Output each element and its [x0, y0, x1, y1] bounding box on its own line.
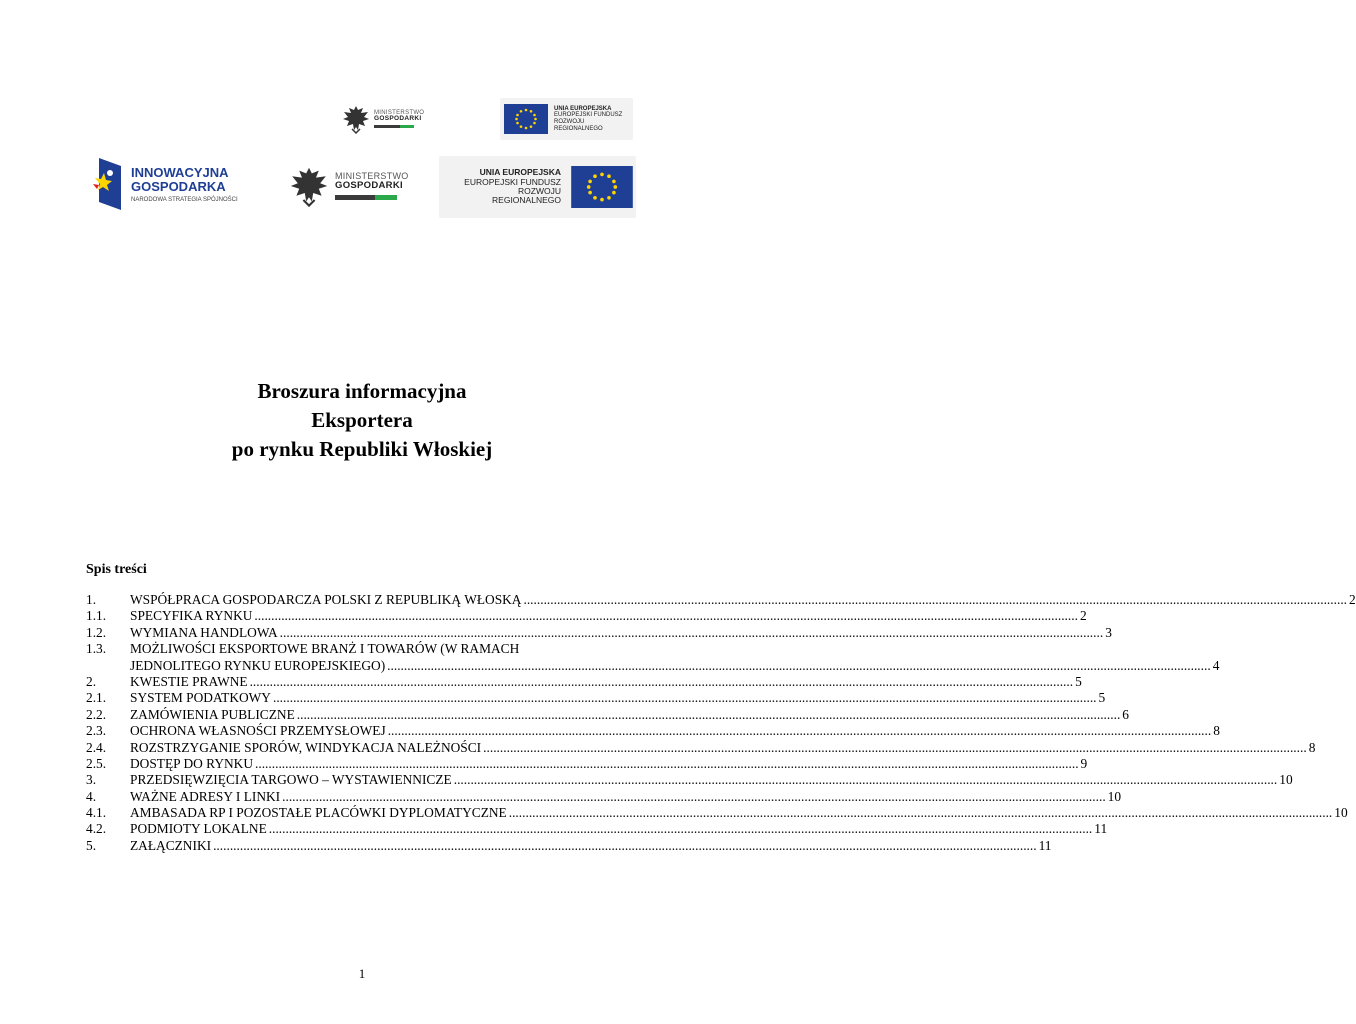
toc-entry-title: WAŻNE ADRESY I LINKI	[130, 788, 281, 804]
toc-entry-number: 4.1.	[86, 805, 107, 821]
toc-entry-number: 2.1.	[86, 690, 107, 706]
title-line-2: Eksportera	[311, 408, 413, 432]
ministry-small-line2: GOSPODARKI	[374, 115, 422, 123]
toc-entry-number: 2.3.	[86, 723, 107, 739]
toc-entry-number: 1.1.	[86, 608, 107, 624]
toc-entry-title: ROZSTRZYGANIE SPORÓW, WINDYKACJA NALEŻNOŚCI	[130, 739, 482, 755]
toc-entry-page: 4	[1212, 657, 1220, 673]
toc-entry-number: 3.	[86, 772, 97, 788]
toc-entry-title: WSPÓŁPRACA GOSPODARCZA POLSKI Z REPUBLIKĄ WŁOSKĄ	[130, 591, 522, 607]
toc-entry[interactable]	[86, 641, 1220, 674]
eagle-emblem-icon	[288, 163, 330, 209]
toc-entry[interactable]	[86, 805, 1348, 821]
page-number: 1	[358, 966, 366, 981]
toc-entry-number: 1.3.	[86, 641, 107, 657]
toc-entry-page: 11	[1094, 821, 1108, 837]
title-line-1: Broszura informacyjna	[257, 379, 467, 403]
eu-small-line2: EUROPEJSKI FUNDUSZ	[554, 112, 623, 119]
eu-logo-large	[439, 156, 636, 218]
eu-small-line3: ROZWOJU REGIONALNEGO	[554, 119, 603, 132]
toc-entry-page: 5	[1075, 673, 1082, 689]
ig-line1: INNOWACYJNA	[131, 164, 229, 180]
toc-entry-title-cont: JEDNOLITEGO RYNKU EUROPEJSKIEGO)	[130, 657, 386, 673]
toc-entry-number: 4.	[86, 788, 97, 804]
toc-entry-title: DOSTĘP DO RYNKU	[130, 755, 254, 771]
toc-entry-title: SPECYFIKA RYNKU	[130, 608, 253, 624]
toc-entry-page: 2	[1079, 608, 1087, 624]
ig-line3: NARODOWA STRATEGIA SPÓJNOŚCI	[131, 196, 238, 203]
toc-entry-title: MOŻLIWOŚCI EKSPORTOWE BRANŻ I TOWARÓW (W RAMACH	[130, 641, 520, 657]
toc-entry[interactable]	[86, 608, 1087, 624]
toc-entry[interactable]	[86, 624, 1112, 641]
eu-large-line2: EUROPEJSKI FUNDUSZ	[464, 176, 561, 187]
ministry-logo-small	[341, 103, 424, 135]
toc-entry-page: 9	[1080, 755, 1088, 771]
toc-entry-page: 2	[1349, 591, 1356, 607]
toc-entry-page: 10	[1334, 805, 1348, 821]
toc-entry[interactable]	[86, 755, 1088, 772]
eu-large-line3: ROZWOJU REGIONALNEGO	[492, 186, 561, 206]
toc-entry-page: 8	[1308, 739, 1316, 755]
toc-entry-number: 5.	[86, 837, 97, 853]
toc-entry[interactable]	[86, 690, 1106, 706]
eu-small-line1: UNIA EUROPEJSKA	[554, 105, 612, 112]
toc-entry[interactable]	[86, 772, 1293, 788]
toc-entry-title: SYSTEM PODATKOWY	[130, 690, 271, 706]
toc-entry-page: 10	[1279, 772, 1293, 788]
toc-entry[interactable]	[86, 739, 1316, 756]
toc-entry[interactable]	[86, 821, 1108, 837]
toc-heading: Spis treści	[86, 562, 147, 577]
toc-entry-number: 2.2.	[86, 706, 107, 722]
ministry-large-line1: MINISTERSTWO	[335, 170, 409, 181]
toc-entry-number: 2.	[86, 673, 97, 689]
innovation-star-icon	[93, 158, 123, 210]
toc-entry-title: ZAMÓWIENIA PUBLICZNE	[130, 706, 295, 722]
toc-entry[interactable]	[86, 673, 1082, 690]
toc-entry-title: AMBASADA RP I POZOSTAŁE PLACÓWKI DYPLOMATYCZNE	[130, 805, 507, 821]
toc-entry[interactable]	[86, 837, 1052, 854]
toc-entry-page: 8	[1213, 723, 1220, 739]
title-line-3: po rynku Republiki Włoskiej	[231, 437, 493, 461]
eu-logo-small	[500, 98, 633, 140]
toc-entry-number: 2.5.	[86, 755, 107, 771]
toc-entry-page: 5	[1098, 690, 1106, 706]
eu-flag-icon	[571, 166, 633, 208]
toc-entry[interactable]	[86, 788, 1122, 805]
toc-entry-page: 11	[1038, 837, 1052, 853]
toc-entry-title: KWESTIE PRAWNE	[130, 673, 248, 689]
toc-entry-title: WYMIANA HANDLOWA	[130, 624, 278, 640]
ministry-large-line2: GOSPODARKI	[335, 180, 403, 192]
ig-line2: GOSPODARKA	[131, 178, 226, 194]
toc-entry-page: 6	[1122, 706, 1129, 722]
toc-entry-page: 10	[1107, 788, 1122, 804]
ministry-small-line1: MINISTERSTWO	[374, 109, 425, 116]
toc-entry-title: OCHRONA WŁASNOŚCI PRZEMYSŁOWEJ	[130, 723, 386, 739]
toc-entry-page: 3	[1105, 624, 1112, 640]
eu-flag-icon	[504, 104, 548, 134]
toc-entry-title: PRZEDSIĘWZIĘCIA TARGOWO – WYSTAWIENNICZE	[130, 772, 452, 788]
toc-entry[interactable]	[86, 723, 1220, 739]
toc-entry-number: 4.2.	[86, 821, 107, 837]
toc-entry-title: ZAŁĄCZNIKI	[130, 837, 212, 853]
innowacyjna-gospodarka-logo	[93, 158, 238, 210]
toc-entry-number: 1.	[86, 591, 97, 607]
toc-entry-number: 2.4.	[86, 739, 107, 755]
toc-entry-title: PODMIOTY LOKALNE	[130, 821, 267, 837]
document-title	[0, 377, 724, 464]
ministry-logo-large	[288, 163, 409, 209]
toc-entry[interactable]	[86, 591, 1356, 608]
eagle-emblem-icon	[341, 103, 371, 135]
toc-entry-number: 1.2.	[86, 624, 107, 640]
toc-entry[interactable]	[86, 706, 1129, 723]
eu-large-line1: UNIA EUROPEJSKA	[479, 167, 561, 178]
table-of-contents	[86, 591, 1356, 854]
